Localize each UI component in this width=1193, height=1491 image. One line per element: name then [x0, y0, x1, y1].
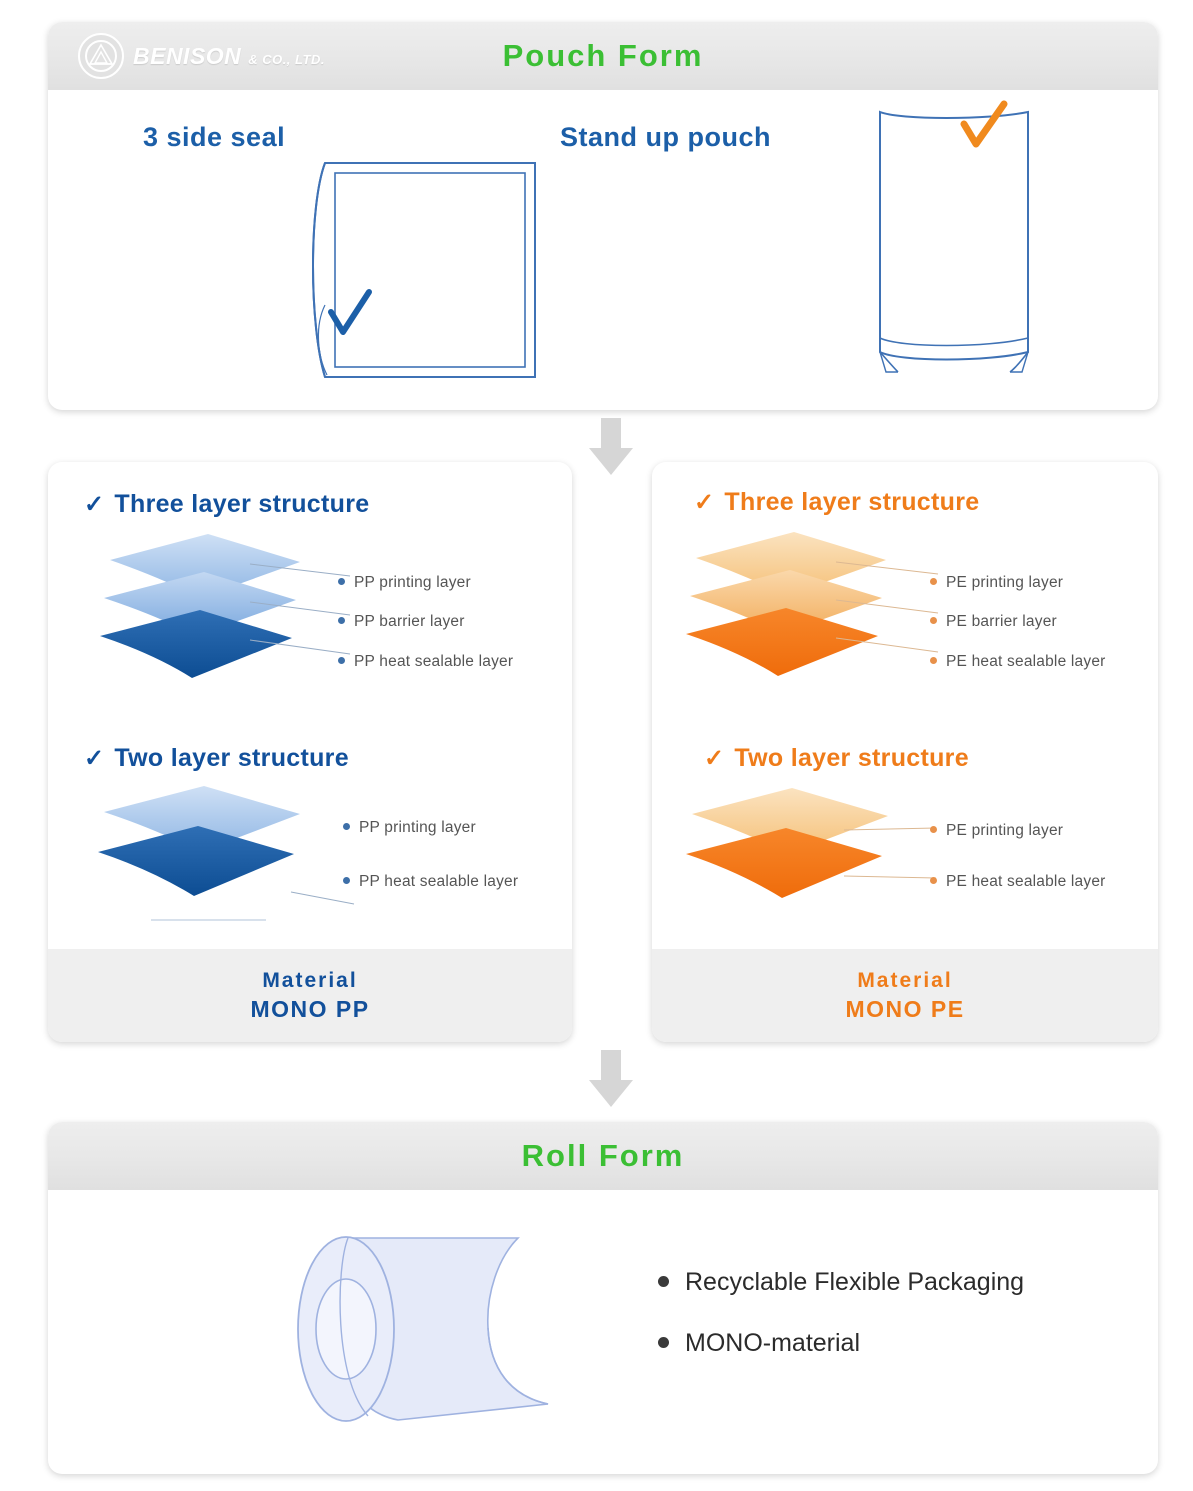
brand-name-suffix: & CO., LTD. — [248, 51, 325, 67]
roll-form-feature-list — [658, 1268, 1024, 1390]
pp-three-layer-callout-2 — [338, 613, 465, 631]
pe-three-layer-callout-1-label: PE printing layer — [946, 574, 1064, 591]
bullet-dot-icon — [343, 877, 350, 884]
pe-two-layer-callout-1 — [930, 822, 1063, 840]
bullet-dot-icon — [930, 578, 937, 585]
pp-two-layer-check-icon: ✓ — [84, 745, 105, 772]
pe-two-layer-callout-1-label: PE printing layer — [946, 822, 1064, 839]
pouch-option-label-stand-up-pouch: Stand up pouch — [560, 122, 771, 152]
brand-logo — [78, 33, 325, 79]
bullet-dot-icon — [930, 657, 937, 664]
bullet-dot-icon — [930, 826, 937, 833]
film-roll-illustration — [248, 1228, 588, 1443]
pp-two-layer-callout-1 — [343, 819, 476, 837]
pp-three-layer-callout-3-label: PP heat sealable layer — [354, 653, 514, 670]
pe-two-layer-heading — [704, 744, 969, 773]
pp-three-layer-callout-2-label: PP barrier layer — [354, 613, 465, 630]
pp-material-band — [48, 949, 572, 1042]
pouch-form-header — [48, 22, 1158, 90]
pp-material-value: MONO PP — [250, 995, 370, 1022]
pp-material-label: Material — [262, 968, 358, 992]
roll-feature-2 — [658, 1329, 1024, 1358]
stand-up-pouch-illustration — [838, 100, 1058, 395]
pp-two-layer-heading — [84, 744, 349, 773]
pp-three-layer-callout-1-label: PP printing layer — [354, 574, 471, 591]
pe-material-value: MONO PE — [845, 995, 965, 1022]
pe-two-layer-callout-2-label: PE heat sealable layer — [946, 873, 1106, 890]
roll-feature-1 — [658, 1268, 1024, 1297]
bullet-dot-icon — [658, 1337, 669, 1348]
pe-two-layer-check-icon: ✓ — [704, 745, 725, 772]
pp-three-layer-callout-3 — [338, 653, 513, 671]
mono-pe-card — [652, 462, 1158, 1042]
pe-two-layer-heading-label: Two layer structure — [734, 744, 969, 772]
brand-name-main: BENISON — [133, 42, 242, 69]
benison-triangle-logo-icon — [78, 33, 124, 79]
pouch-form-title: Pouch Form — [502, 38, 704, 73]
pp-two-layer-callout-2 — [343, 873, 518, 891]
roll-form-header — [48, 1122, 1158, 1190]
pp-three-layer-heading-label: Three layer structure — [114, 490, 370, 518]
pe-three-layer-heading — [694, 488, 979, 517]
pe-three-layer-heading-label: Three layer structure — [724, 488, 980, 516]
pouch-form-card — [48, 22, 1158, 410]
pp-three-layer-callout-1 — [338, 574, 471, 592]
flow-arrow-down-2 — [588, 1050, 634, 1108]
bullet-dot-icon — [930, 617, 937, 624]
pp-two-layer-callout-2-label: PP heat sealable layer — [359, 873, 519, 890]
bullet-dot-icon — [930, 877, 937, 884]
bullet-dot-icon — [338, 617, 345, 624]
pp-three-layer-check-icon: ✓ — [84, 491, 105, 518]
pe-three-layer-callout-2 — [930, 613, 1057, 631]
roll-form-title: Roll Form — [521, 1138, 685, 1173]
pe-two-layer-callout-2 — [930, 873, 1106, 891]
pp-three-layer-heading — [84, 490, 369, 519]
bullet-dot-icon — [658, 1276, 669, 1287]
bullet-dot-icon — [338, 578, 345, 585]
pp-two-layer-callout-1-label: PP printing layer — [359, 819, 476, 836]
pe-two-layer-illustration — [684, 784, 974, 949]
pe-three-layer-callout-1 — [930, 574, 1063, 592]
flow-arrow-down-1 — [588, 418, 634, 476]
three-side-seal-illustration — [263, 145, 553, 400]
pp-two-layer-illustration — [96, 782, 386, 947]
pe-material-band — [652, 949, 1158, 1042]
pe-three-layer-callout-2-label: PE barrier layer — [946, 613, 1057, 630]
pe-three-layer-check-icon: ✓ — [694, 489, 715, 516]
roll-form-card — [48, 1122, 1158, 1474]
pp-two-layer-heading-label: Two layer structure — [114, 744, 349, 772]
bullet-dot-icon — [343, 823, 350, 830]
pouch-option-label-3-side-seal: 3 side seal — [143, 122, 286, 152]
pe-material-label: Material — [857, 968, 953, 992]
mono-pe-body — [652, 462, 1158, 949]
brand-name — [133, 43, 325, 70]
pe-three-layer-callout-3 — [930, 653, 1106, 671]
roll-feature-1-label: Recyclable Flexible Packaging — [685, 1268, 1025, 1296]
bullet-dot-icon — [338, 657, 345, 664]
pe-three-layer-callout-3-label: PE heat sealable layer — [946, 653, 1106, 670]
roll-feature-2-label: MONO-material — [685, 1329, 861, 1357]
mono-pp-card — [48, 462, 572, 1042]
mono-pp-body — [48, 462, 572, 949]
roll-form-body — [48, 1190, 1158, 1474]
pouch-form-body — [48, 90, 1158, 410]
